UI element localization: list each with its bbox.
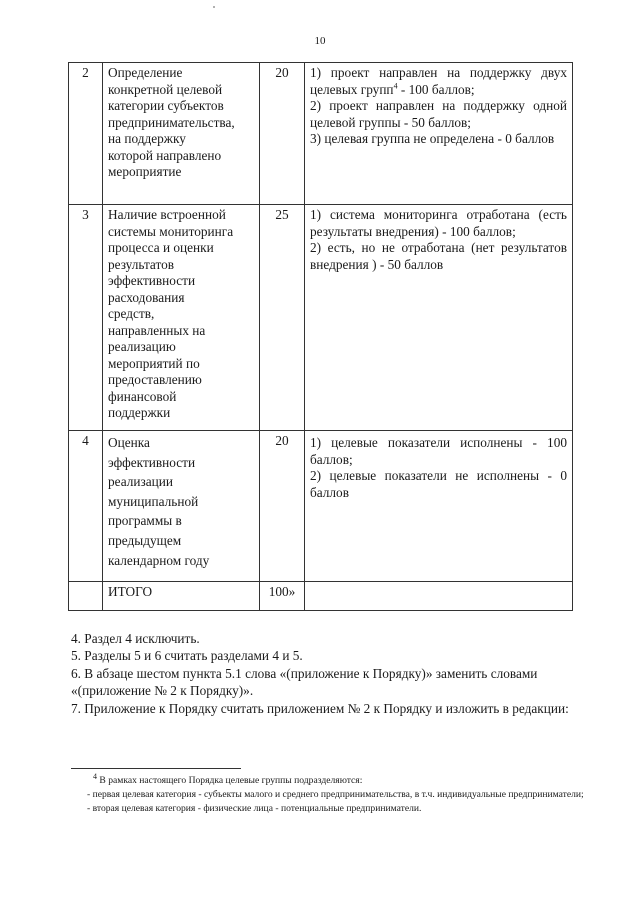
name-line: муниципальной — [108, 493, 199, 509]
paragraph: 6. В абзаце шестом пункта 5.1 слова «(приложение к Порядку)» заменить словами «(приложение № 2 к Порядку)». — [71, 665, 538, 699]
criteria-item: 1) система мониторинга отработана (есть результаты внедрения) - 100 баллов; — [310, 207, 567, 239]
name-line: эффективности — [108, 454, 196, 470]
row-number: 3 — [69, 205, 103, 431]
table-row — [69, 63, 573, 205]
footnote-marker: 4 — [93, 771, 97, 781]
total-points: 100» — [260, 582, 305, 611]
paragraph: 7. Приложение к Порядку считать приложением № 2 к Порядку и изложить в редакции: — [71, 700, 569, 716]
total-label: ИТОГО — [103, 582, 260, 611]
name-line: Наличие встроенной — [108, 207, 226, 222]
table-row — [69, 205, 573, 431]
name-line: программы в — [108, 513, 182, 529]
footnotes — [71, 771, 599, 816]
name-line: эффективности — [108, 273, 196, 288]
name-line: конкретной целевой — [108, 81, 223, 97]
name-line: направленных на — [108, 322, 206, 338]
footnote-intro: $^4$ В рамках настоящего Порядка целевые группы подразделяются: — [93, 771, 363, 786]
paragraph: 4. Раздел 4 исключить. — [71, 631, 200, 646]
max-points: 20 — [260, 63, 305, 205]
empty-cell — [305, 582, 573, 611]
page-number: 10 — [314, 35, 326, 47]
name-line: расходования — [108, 289, 185, 305]
name-line: категории субъектов — [108, 98, 224, 113]
criteria-item: 1) целевые показатели исполнены - 100 баллов; — [310, 435, 567, 467]
max-points: 25 — [260, 205, 305, 431]
scoring-criteria — [305, 431, 573, 582]
amendment-text — [71, 630, 591, 717]
criteria-item: 2) целевые показатели не исполнены - 0 баллов — [310, 468, 567, 500]
criteria-item: 2) есть, но не отработана (нет результатов внедрения ) - 50 баллов — [310, 240, 567, 272]
table-row — [69, 431, 573, 582]
empty-cell — [69, 582, 103, 611]
name-line: мероприятие — [108, 164, 182, 179]
criteria-item: 3) целевая группа не определена - 0 баллов — [310, 131, 555, 146]
max-points: 20 — [260, 431, 305, 582]
name-line: реализацию — [108, 339, 176, 354]
name-line: на поддержку — [108, 131, 186, 146]
name-line: средств, — [108, 306, 155, 321]
criterion-name — [103, 431, 260, 582]
footnote-ref: 4 — [393, 81, 398, 91]
criterion-name — [103, 205, 260, 431]
criterion-name — [103, 63, 260, 205]
name-line: системы мониторинга — [108, 223, 234, 239]
footnote-separator — [71, 768, 241, 769]
name-line: результатов — [108, 256, 175, 272]
name-line: календарном году — [108, 552, 210, 568]
scan-dot — [213, 6, 215, 8]
name-line: реализации — [108, 474, 173, 490]
name-line: предыдущем — [108, 532, 182, 548]
row-number: 2 — [69, 63, 103, 205]
name-line: поддержки — [108, 405, 171, 420]
name-line: Оценка — [108, 435, 150, 450]
footnote-item: - первая целевая категория - субъекты малого и среднего предпринимательства, в т.ч. индивидуальные предприниматели; — [87, 789, 584, 800]
scoring-criteria — [305, 205, 573, 431]
row-number: 4 — [69, 431, 103, 582]
criteria-table — [68, 62, 573, 611]
name-line: предпринимательства, — [108, 114, 235, 130]
footnote-item: - вторая целевая категория - физические лица - потенциальные предприниматели. — [87, 803, 422, 814]
name-line: процесса и оценки — [108, 240, 214, 255]
name-line: предоставлению — [108, 372, 202, 387]
name-line: мероприятий по — [108, 355, 200, 371]
name-line: Определение — [108, 65, 183, 80]
criteria-item: 1) проект направлен на поддержку двух целевых групп$^4$ - 100 баллов; — [310, 65, 567, 97]
scoring-criteria — [305, 63, 573, 205]
criteria-item: 2) проект направлен на поддержку одной целевой группы - 50 баллов; — [310, 98, 567, 130]
table-row-total — [69, 582, 573, 611]
name-line: финансовой — [108, 388, 177, 404]
name-line: которой направлено — [108, 147, 222, 163]
paragraph: 5. Разделы 5 и 6 считать разделами 4 и 5. — [71, 648, 303, 664]
